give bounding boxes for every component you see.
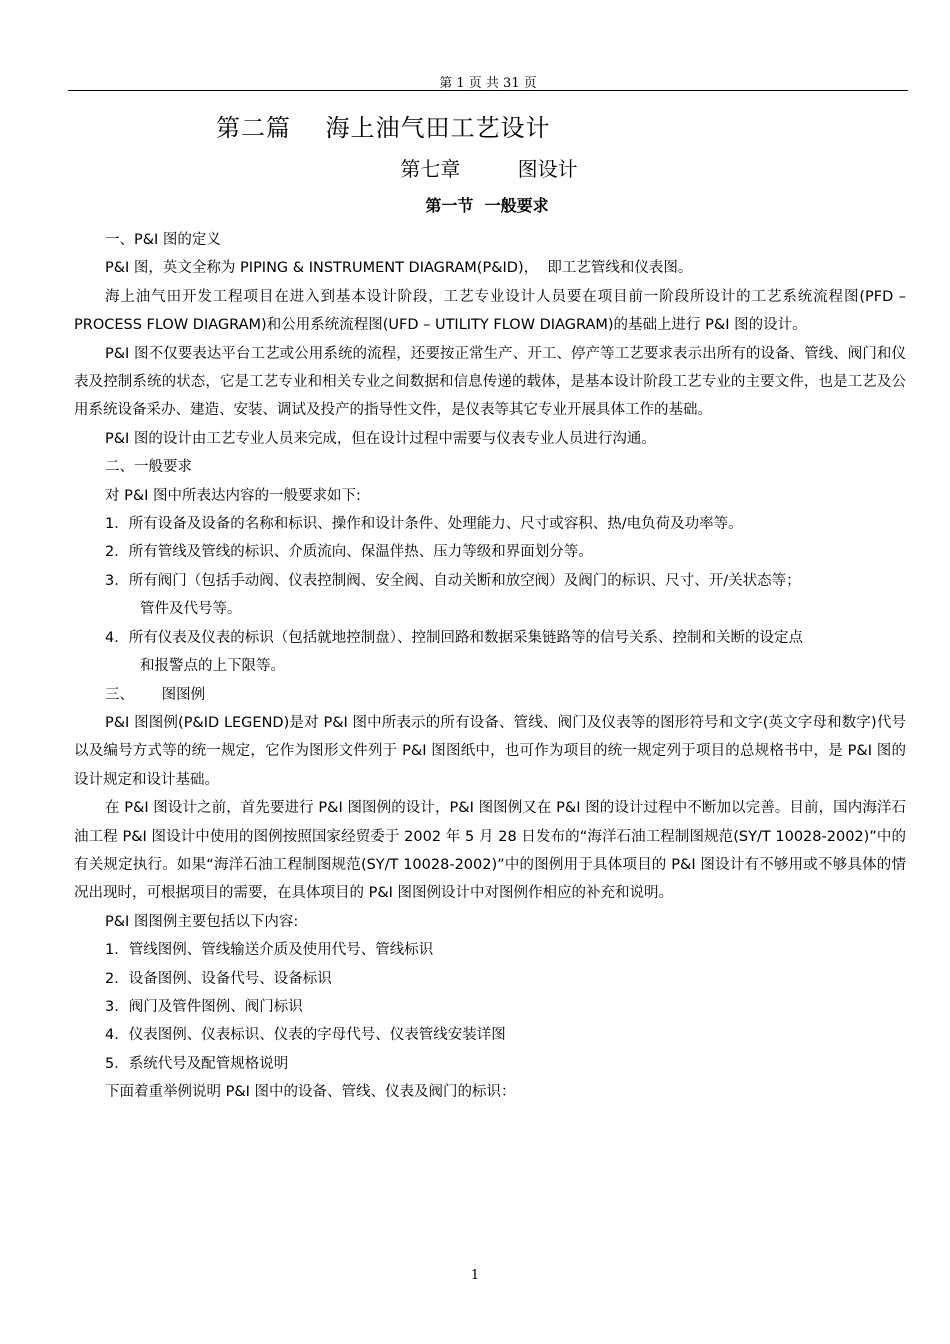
list-item (74, 965, 906, 993)
paragraph: 在 P&I 图设计之前，首先要进行 P&I 图图例的设计，P&I 图图例又在 P&I 图的设计过程中不断加以完善。目前，国内海洋石油工程 P&I 图设计中使用的图例按照国家经贸委于 2002 年 5 月 28 日发布的“海洋石油工程制图规范(SY/T 10028-2002)”中的有关规定执行。如果“海洋石油工程制图规范(SY/T 10028-2002)”中的图例用于具体项目的 P&I 图设计有不够用或不够具体的情况出现时，可根据项目的需要，在具体项目的 P&I 图图例设计中对图例作相应的补充和说明。 (74, 800, 906, 902)
page-number: 1 (470, 1268, 480, 1283)
heading-definition: 一、P&I 图的定义 (105, 232, 221, 248)
list-item (74, 993, 906, 1021)
paragraph: 海上油气田开发工程项目在进入到基本设计阶段，工艺专业设计人员要在项目前一阶段所设计的工艺系统流程图(PFD – PROCESS FLOW DIAGRAM)和公用系统流程图(UFD – UTILITY FLOW DIAGRAM)的基础上进行 P&I 图的设计。 (74, 288, 906, 334)
list-text: 所有阀门（包括手动阀、仪表控制阀、安全阀、自动关断和放空阀）及阀门的标识、尺寸、开/关状态等； (128, 572, 801, 589)
list-text-continued: 管件及代号等。 (140, 601, 242, 618)
list-text: 仪表图例、仪表标识、仪表的字母代号、仪表管线安装详图 (128, 1027, 506, 1044)
list-number: 2． (105, 970, 129, 987)
heading-general-requirements: 二、一般要求 (105, 459, 192, 476)
paragraph: P&I 图，英文全称为 PIPING & INSTRUMENT DIAGRAM(P&ID)， 即工艺管线和仪表图。 (105, 260, 693, 277)
list-text: 系统代号及配管规格说明 (128, 1055, 289, 1072)
list-item (74, 624, 906, 681)
list-text: 设备图例、设备代号、设备标识 (128, 970, 332, 987)
list-item (74, 538, 906, 566)
list-item (74, 1050, 906, 1078)
list-number: 3． (105, 998, 129, 1015)
list-number: 1． (105, 942, 129, 959)
list-text: 所有管线及管线的标识、介质流向、保温伴热、压力等级和界面划分等。 (128, 544, 593, 561)
paragraph: P&I 图图例主要包括以下内容: (105, 913, 299, 930)
list-number: 4． (105, 1027, 129, 1044)
list-item (74, 936, 906, 964)
part-title: 第二篇 海上油气田工艺设计 (216, 114, 551, 142)
page-header: 第 1 页 共 31 页 (439, 76, 537, 91)
list-text: 所有仪表及仪表的标识（包括就地控制盘）、控制回路和数据采集链路等的信号关系、控制和关断的设定点 (128, 629, 803, 646)
list-number: 5． (105, 1055, 129, 1072)
paragraph: 下面着重举例说明 P&I 图中的设备、管线、仪表及阀门的标识： (105, 1084, 516, 1101)
list-text: 管线图例、管线输送介质及使用代号、管线标识 (128, 942, 434, 959)
heading-legend: 三、 图图例 (105, 686, 206, 703)
document-body (74, 226, 906, 1107)
list-item (74, 510, 906, 538)
list-item (74, 567, 906, 624)
list-text-continued: 和报警点的上下限等。 (140, 658, 285, 675)
paragraph: P&I 图不仅要表达平台工艺或公用系统的流程，还要按正常生产、开工、停产等工艺要求表示出所有的设备、管线、阀门和仪表及控制系统的状态，它是工艺专业和相关专业之间数据和信息传递的载体，是基本设计阶段工艺专业的主要文件，也是工艺及公用系统设备采办、建造、安装、调试及投产的指导性文件，是仪表等其它专业开展具体工作的基础。 (74, 345, 906, 419)
list-number: 3． (105, 572, 129, 589)
list-number: 4． (105, 629, 129, 646)
list-number: 1． (105, 516, 129, 533)
header-rule (68, 90, 908, 91)
paragraph: P&I 图的设计由工艺专业人员来完成，但在设计过程中需要与仪表专业人员进行沟通。 (105, 430, 656, 447)
list-text: 所有设备及设备的名称和标识、操作和设计条件、处理能力、尺寸或容积、热/电负荷及功率等。 (128, 516, 743, 533)
section-title: 第一节 一般要求 (425, 196, 549, 215)
list-number: 2． (105, 544, 129, 561)
list-item (74, 1021, 906, 1049)
paragraph: 对 P&I 图中所表达内容的一般要求如下: (105, 487, 361, 504)
list-text: 阀门及管件图例、阀门标识 (128, 998, 303, 1015)
paragraph: P&I 图图例(P&ID LEGEND)是对 P&I 图中所表示的所有设备、管线、阀门及仪表等的图形符号和文字(英文字母和数字)代号以及编号方式等的统一规定，它作为图形文件列于 P&I 图图纸中，也可作为项目的统一规定列于项目的总规格书中，是 P&I 图的设计规定和设计基础。 (74, 714, 906, 788)
chapter-title: 第七章 图设计 (400, 157, 578, 181)
